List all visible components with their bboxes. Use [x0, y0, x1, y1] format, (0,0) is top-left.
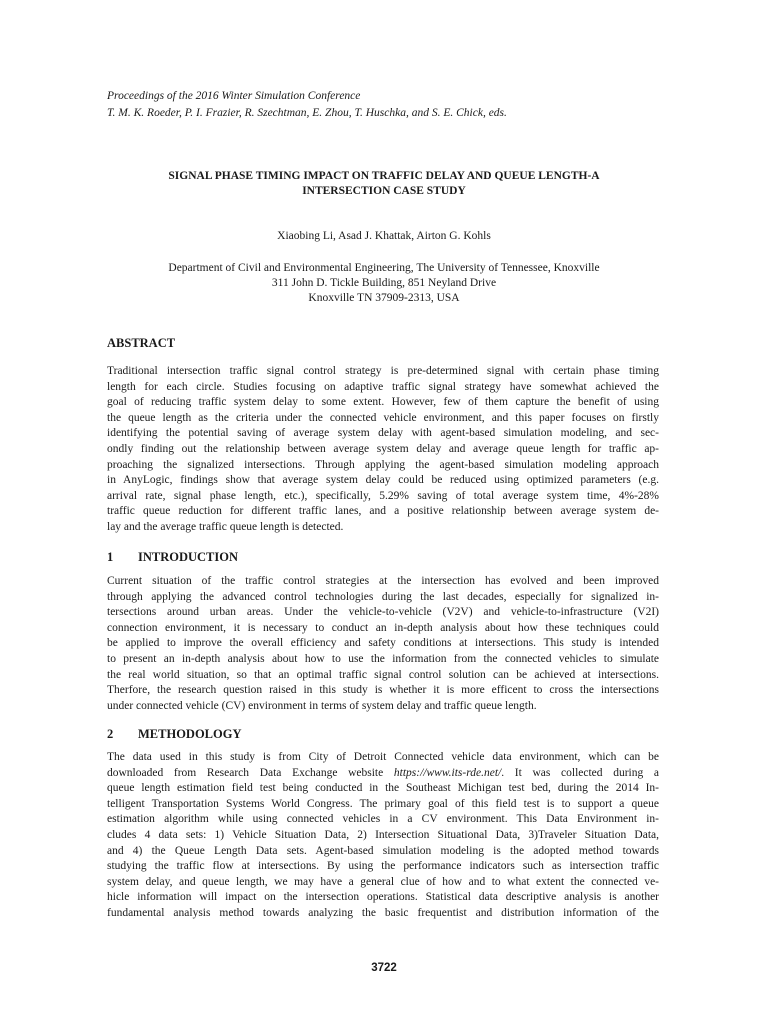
abstract-line: Traditional intersection traffic signal control strategy is pre-determined signal with certain phase timing — [107, 365, 659, 377]
abstract-heading: ABSTRACT — [107, 336, 176, 350]
introduction-line: through applying the advanced control technologies during the last decades, especially for signalized in- — [107, 590, 659, 603]
abstract-line: arrival rate, signal phase length, etc.), specifically, 5.29% saving of total average system time, 4%-28% — [107, 489, 659, 502]
section-heading-introduction — [107, 550, 238, 565]
abstract-line: traffic queue reduction for different traffic lanes, and a positive relationship between average system de- — [107, 505, 659, 518]
introduction-line: the real world situation, so that an optimal traffic signal control solution can be achieved at intersections. — [107, 668, 659, 681]
introduction-line: Therfore, the research question raised in this study is whether it is more efficent to cross the intersections — [107, 684, 659, 697]
editors-line: T. M. K. Roeder, P. I. Frazier, R. Szechtman, E. Zhou, T. Huschka, and S. E. Chick, eds. — [107, 107, 507, 119]
affiliation-line-2: 311 John D. Tickle Building, 851 Neyland Drive — [271, 277, 497, 289]
methodology-line: studying the traffic flow at intersections. By using the performance indicators such as intersection traffic — [107, 860, 659, 873]
introduction-line: Current situation of the traffic control strategies at the intersection has evolved and been improved — [107, 575, 659, 587]
abstract-line: length for each circle. Studies focusing on adaptive traffic signal strategy have somewhat achieved the — [107, 380, 659, 393]
methodology-line: system delay, and queue length, we may have a general clue of how and to what extent the connected ve- — [107, 875, 659, 888]
methodology-line: cludes 4 data sets: 1) Vehicle Situation Data, 2) Intersection Situational Data, 3)Traveler Situation Data, — [107, 828, 659, 841]
methodology-line: queue length estimation field test being conducted in the Southeast Michigan test bed, during the 2014 In- — [107, 782, 659, 795]
section-number: 2 — [107, 727, 114, 741]
abstract-line: identifying the potential saving of average system delay with agent-based simulation modeling, and sec- — [107, 427, 659, 440]
methodology-line: fundamental analysis method towards analyzing the basic frequentist and distribution information of the — [107, 906, 659, 919]
introduction-line: tersections around urban areas. Under the vehicle-to-vehicle (V2V) and vehicle-to-infrastructure (V2I) — [107, 606, 659, 619]
introduction-body — [107, 574, 659, 714]
affiliation-line-1: Department of Civil and Environmental Engineering, The University of Tennessee, Knoxville — [168, 262, 600, 274]
proceedings-line: Proceedings of the 2016 Winter Simulation Conference — [107, 90, 361, 102]
methodology-line: and 4) the Queue Length Data sets. Agent-based simulation modeling is the adopted method towards — [107, 844, 659, 857]
abstract-body — [107, 364, 659, 536]
abstract-line: in AnyLogic, findings show that average system delay could be reduced using optimized parameters (e.g. — [107, 474, 659, 487]
introduction-line: be applied to improve the overall efficiency and safety conditions at intersections. This study is intended — [107, 637, 659, 650]
abstract-line: the queue length as the criteria under the connected vehicle environment, and this paper focuses on firstly — [107, 411, 659, 424]
affiliation-line-3: Knoxville TN 37909-2313, USA — [308, 292, 460, 304]
abstract-line: ondly finding out the relationship between average system delay and average queue length for traffic ap- — [107, 442, 659, 455]
methodology-line: telligent Transportation Systems World Congress. The primary goal of this field test is to support a queue — [107, 797, 659, 810]
introduction-line: to present an in-depth analysis about how to use the information from the connected vehicles to simulate — [107, 652, 659, 665]
introduction-line: connection environment, it is necessary to conduct an in-depth analysis about how these techniques could — [107, 621, 659, 634]
section-number: 1 — [107, 550, 114, 564]
paper-title-line-1: SIGNAL PHASE TIMING IMPACT ON TRAFFIC DELAY AND QUEUE LENGTH-A — [168, 170, 600, 182]
introduction-line: under connected vehicle (CV) environment in terms of system delay and traffic queue length. — [107, 699, 537, 712]
section-heading-methodology — [107, 727, 241, 742]
methodology-line-with-link: downloaded from Research Data Exchange website https://www.its-rde.net/. It was collected during a — [107, 766, 659, 779]
methodology-line: hicle information will impact on the intersection operations. Statistical data descriptive analysis is another — [107, 891, 659, 904]
author-list: Xiaobing Li, Asad J. Khattak, Airton G. Kohls — [277, 230, 491, 242]
abstract-line: proaching the signalized intersections. Through applying the agent-based simulation modeling approach — [107, 458, 659, 471]
section-title: METHODOLOGY — [138, 727, 242, 741]
methodology-line: estimation algorithm while using connected vehicles in a CV environment. This Data Environment in- — [107, 813, 659, 826]
paper-title-line-2: INTERSECTION CASE STUDY — [302, 185, 466, 197]
methodology-body — [107, 750, 659, 922]
methodology-line: The data used in this study is from City of Detroit Connected vehicle data environment, which can be — [107, 751, 659, 763]
abstract-line: lay and the average traffic queue length is detected. — [107, 520, 344, 533]
section-title: INTRODUCTION — [138, 550, 239, 564]
website-link[interactable]: https://www.its-rde.net/ — [393, 766, 502, 779]
page-number: 3722 — [371, 962, 397, 974]
abstract-line: goal of reducing traffic system delay to some extent. However, few of them capture the benefit of using — [107, 396, 659, 409]
